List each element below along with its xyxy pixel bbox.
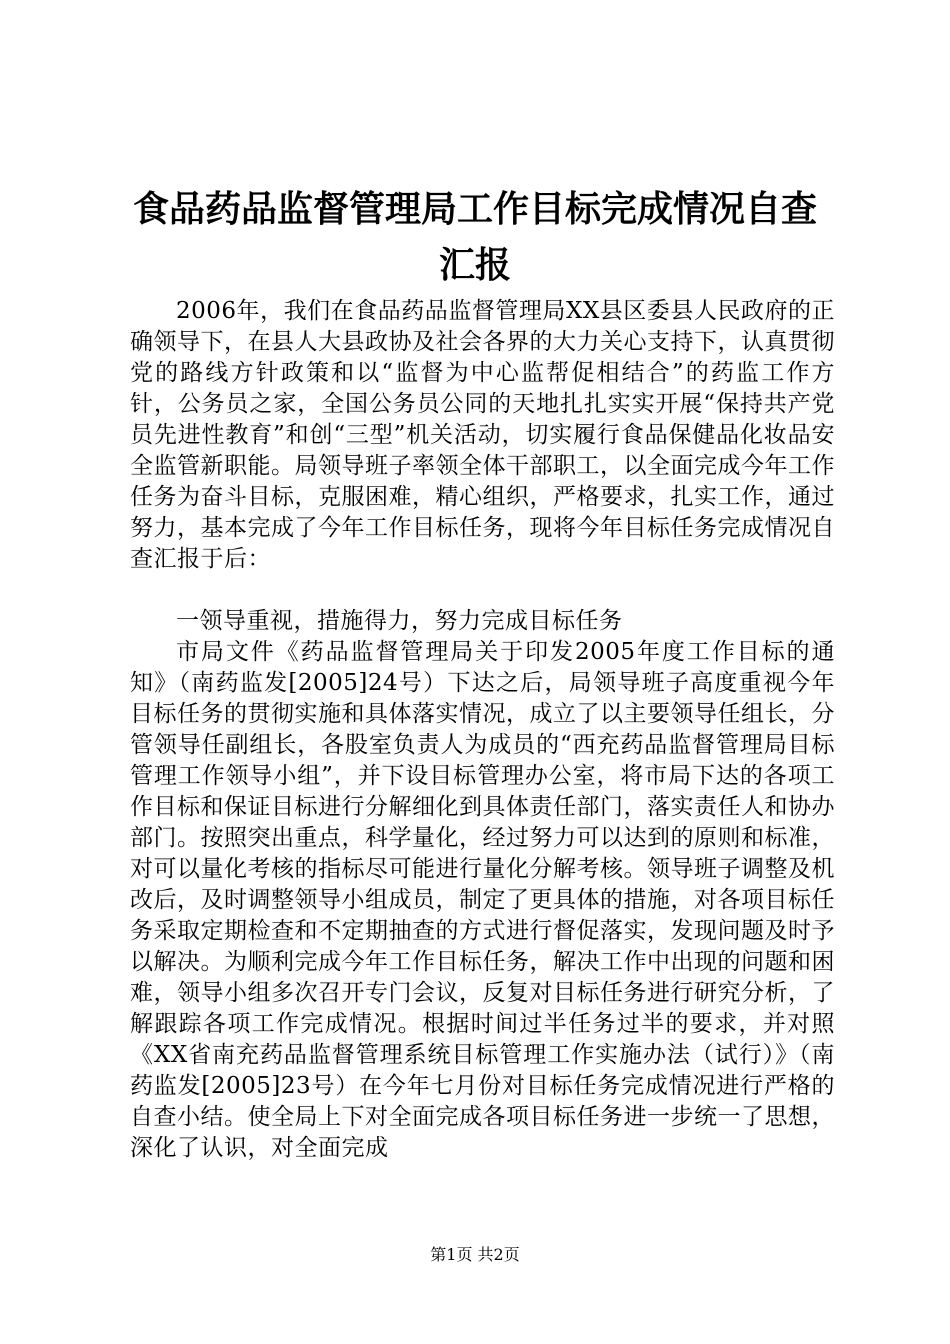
document-title: 食品药品监督管理局工作目标完成情况自查汇报: [132, 189, 817, 286]
intro-paragraph: 2006年，我们在食品药品监督管理局XX县区委县人民政府的正确领导下，在县人大县政协及社会各界的大力关心支持下，认真贯彻党的路线方针政策和以“监督为中心监帮促相结合”的药监工作方针，公务员之家，全国公务员公同的天地扎扎实实开展“保持共产党员先进性教育”和创“三型”机关活动，切实履行食品保健品化妆品安全监管新职能。局领导班子率领全体干部职工，以全面完成今年工作任务为奋斗目标，克服困难，精心组织，严格要求，扎实工作，通过努力，基本完成了今年工作目标任务，现将今年目标任务完成情况自查汇报于后：: [130, 298, 835, 572]
page-number: 第1页 共2页: [430, 1245, 520, 1264]
section-paragraph: 市局文件《药品监督管理局关于印发2005年度工作目标的通知》（南药监发[2005]24号）下达之后，局领导班子高度重视今年目标任务的贯彻实施和具体落实情况，成立了以主要领导任组长，分管领导任副组长，各股室负责人为成员的“西充药品监督管理局目标管理工作领导小组”，并下设目标管理办公室，将市局下达的各项工作目标和保证目标进行分解细化到具体责任部门，落实责任人和协办部门。按照突出重点，科学量化，经过努力可以达到的原则和标准，对可以量化考核的指标尽可能进行量化分解考核。领导班子调整及机改后，及时调整领导小组成员，制定了更具体的措施，对各项目标任务采取定期检查和不定期抽查的方式进行督促落实，发现问题及时予以解决。为顺利完成今年工作目标任务，解决工作中出现的问题和困难，领导小组多次召开专门会议，反复对目标任务进行研究分析，了解跟踪各项工作完成情况。根据时间过半任务过半的要求，并对照《XX省南充药品监督管理系统目标管理工作实施办法（试行）》（南药监发[2005]23号）在今年七月份对目标任务完成情况进行严格的自查小结。使全局上下对全面完成各项目标任务进一步统一了思想，深化了认识，对全面完成: [130, 639, 835, 1161]
section-heading: 一领导重视，措施得力，努力完成目标任务: [176, 608, 623, 634]
document-body: [130, 296, 835, 1164]
